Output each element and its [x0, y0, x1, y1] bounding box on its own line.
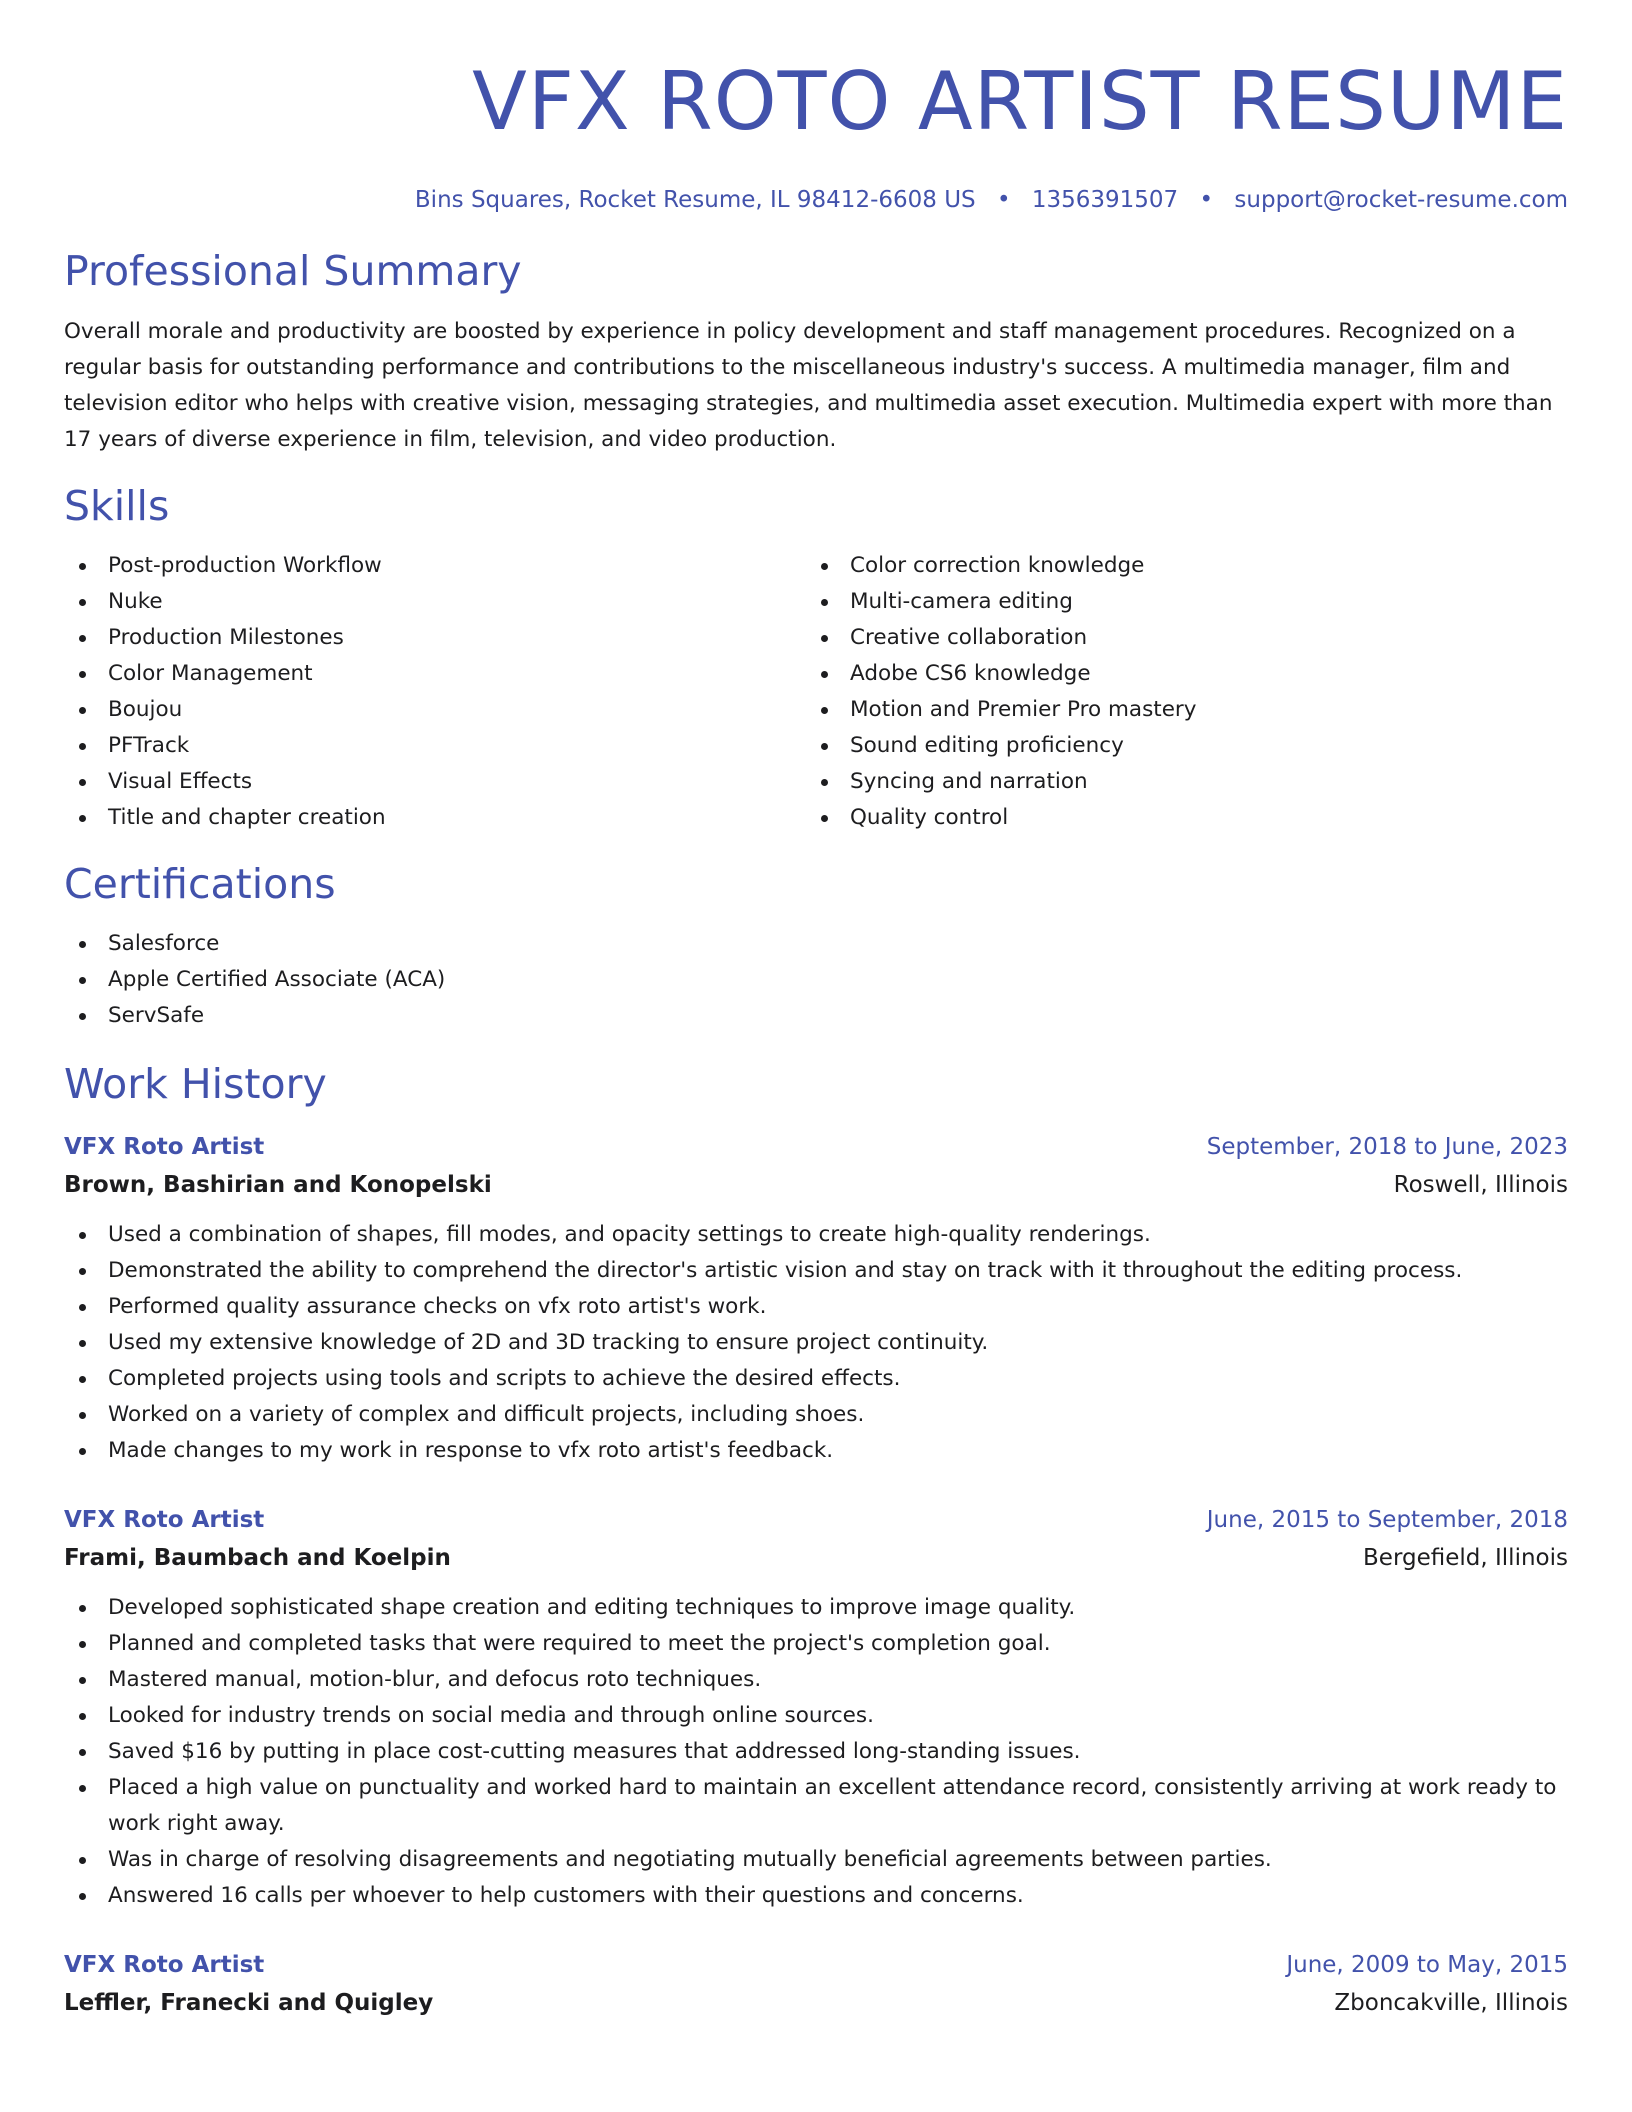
- skills-column-left: [64, 548, 806, 836]
- certification-item: Salesforce: [64, 926, 1568, 962]
- summary-heading: Professional Summary: [64, 247, 522, 295]
- skill-item: Sound editing proficiency: [806, 728, 1548, 764]
- job-header: [64, 1501, 1568, 1539]
- summary-text: Overall morale and productivity are boosted by experience in policy development and staff management procedures. Recognized on a regular basis for outstanding performance and contributions to the miscellaneous industry's success. A multimedia manager, film and television editor who helps with creative vision, messaging strategies, and multimedia asset execution. Multimedia expert with more than 17 years of diverse experience in film, television, and video production.: [64, 319, 1553, 452]
- job-bullet: Mastered manual, motion-blur, and defocus roto techniques.: [64, 1662, 1568, 1698]
- resume-title: VFX ROTO ARTIST RESUME: [472, 55, 1568, 148]
- skill-item: Syncing and narration: [806, 764, 1548, 800]
- job-entry: [64, 1128, 1568, 1469]
- job-header: [64, 1946, 1568, 1984]
- job-company: Leffler, Franecki and Quigley: [64, 1990, 434, 2016]
- job-bullet: Saved $16 by putting in place cost-cutting measures that addressed long-standing issues.: [64, 1734, 1568, 1770]
- job-bullet: Performed quality assurance checks on vfx roto artist's work.: [64, 1289, 1568, 1325]
- skill-item: Production Milestones: [64, 620, 806, 656]
- skill-item: Color correction knowledge: [806, 548, 1548, 584]
- skill-item: Creative collaboration: [806, 620, 1548, 656]
- job-bullet: Completed projects using tools and scripts to achieve the desired effects.: [64, 1361, 1568, 1397]
- skill-item: Multi-camera editing: [806, 584, 1548, 620]
- job-subheader: [64, 1539, 1568, 1577]
- job-bullet: Looked for industry trends on social media and through online sources.: [64, 1698, 1568, 1734]
- job-location: Zboncakville, Illinois: [1334, 1990, 1568, 2016]
- contact-email[interactable]: support@rocket-resume.com: [1234, 187, 1568, 213]
- contact-line: [64, 185, 1568, 215]
- job-bullet: Was in charge of resolving disagreements and negotiating mutually beneficial agreements between parties.: [64, 1842, 1568, 1878]
- job-title: VFX Roto Artist: [64, 1134, 265, 1160]
- skills-grid: [64, 548, 1568, 836]
- skill-item: Title and chapter creation: [64, 800, 806, 836]
- job-bullet: Used a combination of shapes, fill modes, and opacity settings to create high-quality renderings.: [64, 1217, 1568, 1253]
- job-bullet: Worked on a variety of complex and difficult projects, including shoes.: [64, 1397, 1568, 1433]
- skills-heading: Skills: [64, 482, 170, 530]
- job-subheader: [64, 1984, 1568, 2022]
- job-bullet: Placed a high value on punctuality and worked hard to maintain an excellent attendance record, consistently arriving at work ready to work right away.: [64, 1770, 1568, 1842]
- skill-item: Color Management: [64, 656, 806, 692]
- job-bullets: [64, 1590, 1568, 1914]
- certifications-list: [64, 926, 1568, 1034]
- job-entry: [64, 1501, 1568, 1914]
- skill-item: Post-production Workflow: [64, 548, 806, 584]
- job-company: Brown, Bashirian and Konopelski: [64, 1172, 492, 1198]
- contact-separator: •: [1199, 187, 1214, 213]
- job-bullet: Answered 16 calls per whoever to help customers with their questions and concerns.: [64, 1878, 1568, 1914]
- job-title: VFX Roto Artist: [64, 1952, 265, 1978]
- job-bullets: [64, 1217, 1568, 1469]
- skills-column-right: [806, 548, 1548, 836]
- job-bullet: Used my extensive knowledge of 2D and 3D tracking to ensure project continuity.: [64, 1325, 1568, 1361]
- job-subheader: [64, 1166, 1568, 1204]
- job-dates: June, 2009 to May, 2015: [1286, 1952, 1568, 1978]
- skill-item: Adobe CS6 knowledge: [806, 656, 1548, 692]
- skill-item: Nuke: [64, 584, 806, 620]
- contact-separator: •: [996, 187, 1011, 213]
- certifications-heading: Certifications: [64, 860, 336, 908]
- job-company: Frami, Baumbach and Koelpin: [64, 1545, 451, 1571]
- job-dates: September, 2018 to June, 2023: [1206, 1134, 1568, 1160]
- skill-item: Quality control: [806, 800, 1548, 836]
- job-location: Roswell, Illinois: [1393, 1172, 1568, 1198]
- skill-item: Boujou: [64, 692, 806, 728]
- certification-item: ServSafe: [64, 998, 1568, 1034]
- contact-phone: 1356391507: [1031, 187, 1179, 213]
- job-bullet: Developed sophisticated shape creation and editing techniques to improve image quality.: [64, 1590, 1568, 1626]
- contact-address: Bins Squares, Rocket Resume, IL 98412-6608 US: [414, 187, 976, 213]
- job-dates: June, 2015 to September, 2018: [1206, 1507, 1568, 1533]
- job-header: [64, 1128, 1568, 1166]
- certification-item: Apple Certified Associate (ACA): [64, 962, 1568, 998]
- work-history-heading: Work History: [64, 1060, 327, 1108]
- job-entry: [64, 1946, 1568, 2022]
- job-bullet: Planned and completed tasks that were required to meet the project's completion goal.: [64, 1626, 1568, 1662]
- job-location: Bergefield, Illinois: [1363, 1545, 1568, 1571]
- skill-item: Motion and Premier Pro mastery: [806, 692, 1548, 728]
- job-bullet: Made changes to my work in response to vfx roto artist's feedback.: [64, 1433, 1568, 1469]
- job-bullet: Demonstrated the ability to comprehend the director's artistic vision and stay on track with it throughout the editing process.: [64, 1253, 1568, 1289]
- skill-item: Visual Effects: [64, 764, 806, 800]
- job-title: VFX Roto Artist: [64, 1507, 265, 1533]
- skill-item: PFTrack: [64, 728, 806, 764]
